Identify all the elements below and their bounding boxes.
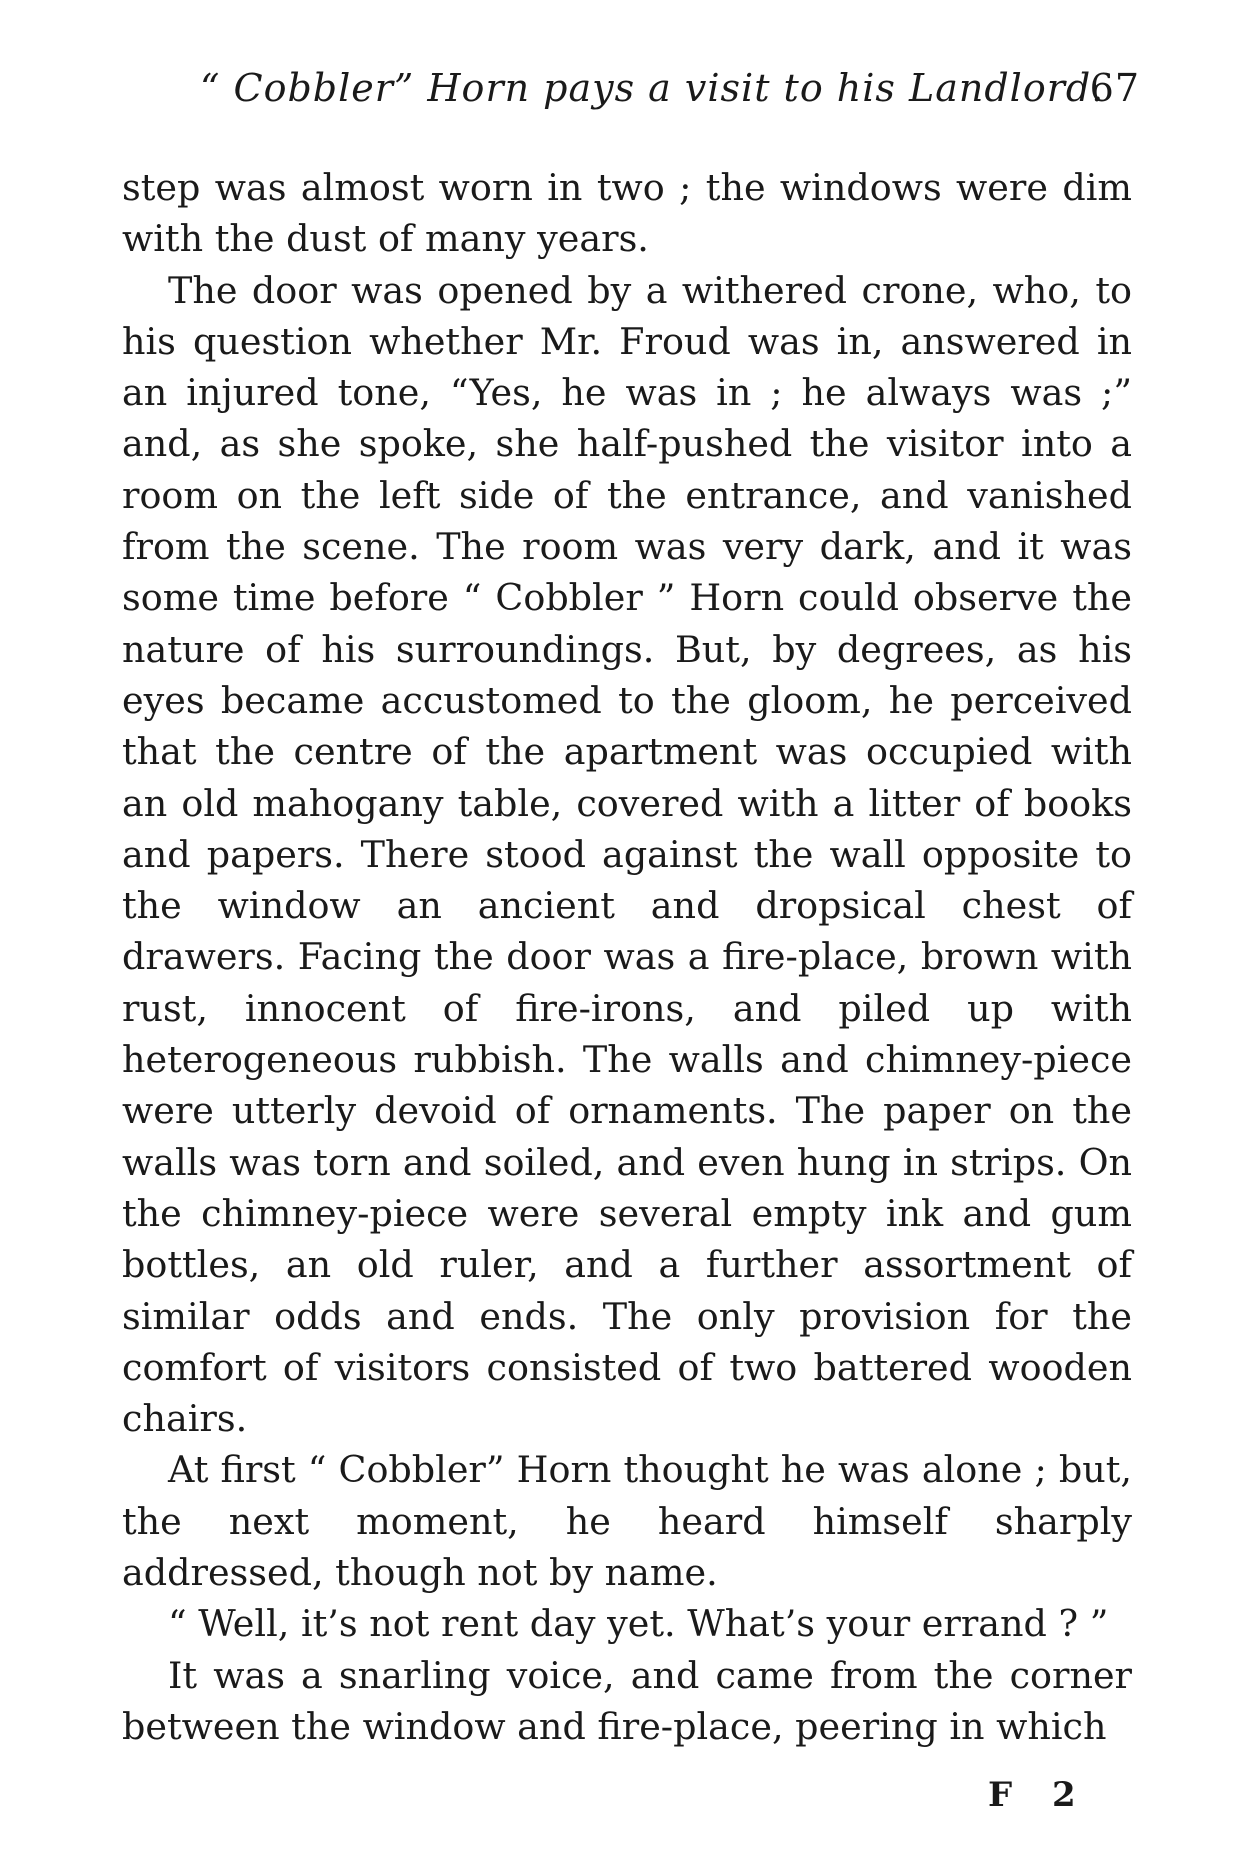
signature-mark: F 2: [988, 1775, 1090, 1815]
paragraph: The door was opened by a withered crone, who, to his question whether Mr. Froud was in, answered in an injured tone, “Yes, he was in ; he always was ;” and, as she spoke, she half-pushed the visitor into a room on the left side of the entrance, and vanished from the scene. The room was very dark, and it was some time before “ Cobbler ” Horn could observe the nature of his surroundings. But, by degrees, as his eyes became accustomed to the gloom, he perceived that the centre of the apartment was occupied with an old mahogany table, covered with a litter of books and papers. There stood against the wall opposite to the window an ancient and dropsical chest of drawers. Facing the door was a fire-place, brown with rust, innocent of fire-irons, and piled up with heterogeneous rubbish. The walls and chimney-piece were utterly devoid of ornaments. The paper on the walls was torn and soiled, and even hung in strips. On the chimney-piece were several empty ink and gum bottles, an old ruler, and a further assortment of similar odds and ends. The only provision for the comfort of visitors consisted of two battered wooden chairs.: [122, 268, 1132, 1441]
running-header: [200, 66, 1140, 126]
body-text: [122, 162, 1132, 1752]
paragraph: “ Well, it’s not rent day yet. What’s your errand ? ”: [168, 1602, 1109, 1646]
running-title: “ Cobbler” Horn pays a visit to his Landlord.: [200, 66, 1105, 110]
page-number: 67: [1089, 66, 1140, 110]
paragraph: At first “ Cobbler” Horn thought he was alone ; but, the next moment, he heard himself sharply addressed, though not by name.: [122, 1448, 1132, 1595]
paragraph: step was almost worn in two ; the windows were dim with the dust of many years.: [122, 166, 1132, 261]
paragraph: It was a snarling voice, and came from the corner between the window and fire-place, peering in which: [122, 1653, 1132, 1748]
